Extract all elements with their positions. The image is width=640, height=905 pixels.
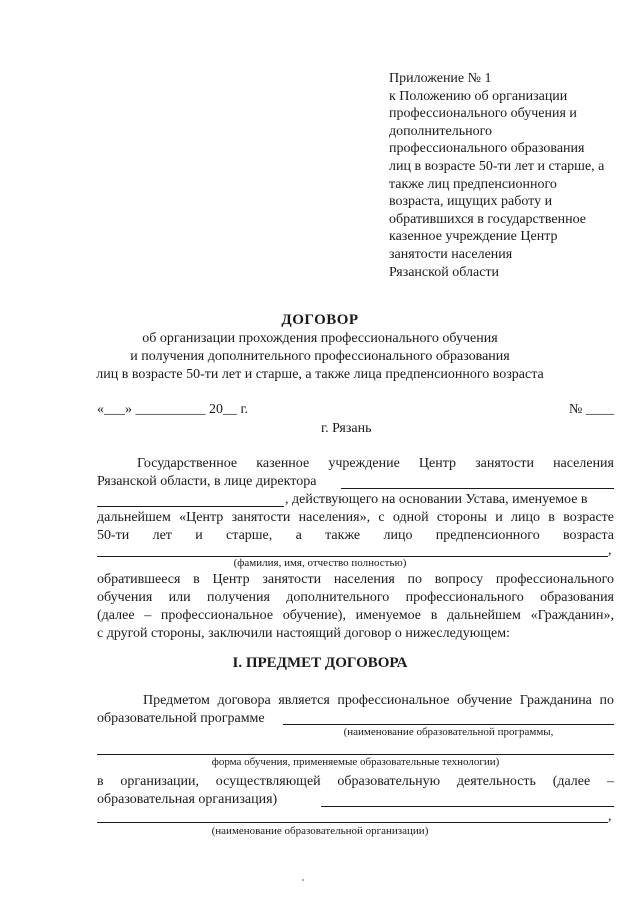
- director-name-line-2: [97, 506, 284, 507]
- appendix-line: также лиц предпенсионного: [389, 176, 557, 192]
- contract-number: № ____: [569, 402, 614, 417]
- director-name-line: [341, 488, 614, 489]
- paragraph-line: (далее – профессиональное обучение), именуемое в дальнейшем «Гражданин»,: [97, 608, 614, 623]
- subtitle-line: и получения дополнительного профессионального образования: [130, 349, 510, 364]
- program-line-2: [97, 754, 614, 755]
- paragraph-line: Предметом договора является профессиональное обучение Гражданина по: [143, 693, 614, 708]
- hint-org: (наименование образовательной организации): [211, 825, 429, 837]
- section-heading: I. ПРЕДМЕТ ДОГОВОРА: [232, 655, 408, 671]
- paragraph-line: дальнейшем «Центр занятости населения», с одной стороны и лицо в возрасте: [97, 510, 614, 525]
- paragraph-line: обучения или получения дополнительного профессионального образования: [97, 590, 614, 605]
- org-line-2: [97, 822, 608, 823]
- comma: ,: [608, 543, 612, 558]
- appendix-header: [389, 70, 639, 281]
- program-line: [283, 724, 614, 725]
- appendix-line: лиц в возрасте 50-ти лет и старше, а: [389, 158, 605, 174]
- appendix-line: занятости населения: [389, 246, 513, 262]
- hint-program: (наименование образовательной программы,: [343, 726, 554, 738]
- appendix-line: профессионального обучения и: [389, 106, 577, 122]
- appendix-line: профессионального образования: [389, 141, 585, 157]
- hint-fio: (фамилия, имя, отчество полностью): [233, 557, 407, 569]
- comma: ,: [608, 809, 612, 824]
- paragraph-line: в организации, осуществляющей образовательную деятельность (далее –: [97, 774, 614, 789]
- appendix-line: к Положению об организации: [389, 88, 568, 104]
- appendix-line: обратившихся в государственное: [389, 211, 586, 227]
- paragraph-line: образовательная организация): [97, 792, 278, 807]
- hint-form: форма обучения, применяемые образовательные технологии): [211, 756, 500, 768]
- paragraph-line: обратившееся в Центр занятости населения по вопросу профессионального: [97, 572, 614, 587]
- subtitle-line: об организации прохождения профессионального обучения: [142, 331, 498, 346]
- paragraph-line: , действующего на основании Устава, именуемое в: [285, 492, 588, 507]
- appendix-line: возраста, ищущих работу и: [389, 194, 553, 210]
- scan-speck: [302, 879, 304, 881]
- contract-date: «___» __________ 20__ г.: [97, 402, 249, 417]
- paragraph-line: с другой стороны, заключили настоящий договор о нижеследующем:: [97, 626, 510, 641]
- appendix-line: Рязанской области: [389, 264, 500, 280]
- appendix-line: казенное учреждение Центр: [389, 229, 558, 245]
- contract-subtitle: [0, 330, 640, 384]
- org-line: [321, 806, 614, 807]
- paragraph-line: образовательной программе: [97, 711, 265, 726]
- appendix-line: Приложение № 1: [389, 71, 492, 86]
- appendix-line: дополнительного: [389, 123, 492, 139]
- contract-title: ДОГОВОР: [281, 312, 359, 328]
- paragraph-line: 50-ти лет и старше, а также лицо предпенсионного возраста: [97, 528, 614, 543]
- paragraph-line: Рязанской области, в лице директора: [97, 474, 317, 489]
- contract-city: г. Рязань: [321, 421, 372, 436]
- paragraph-line: Государственное казенное учреждение Центр занятости населения: [137, 456, 614, 471]
- subtitle-line: лиц в возрасте 50-ти лет и старше, а также лица предпенсионного возраста: [96, 367, 544, 382]
